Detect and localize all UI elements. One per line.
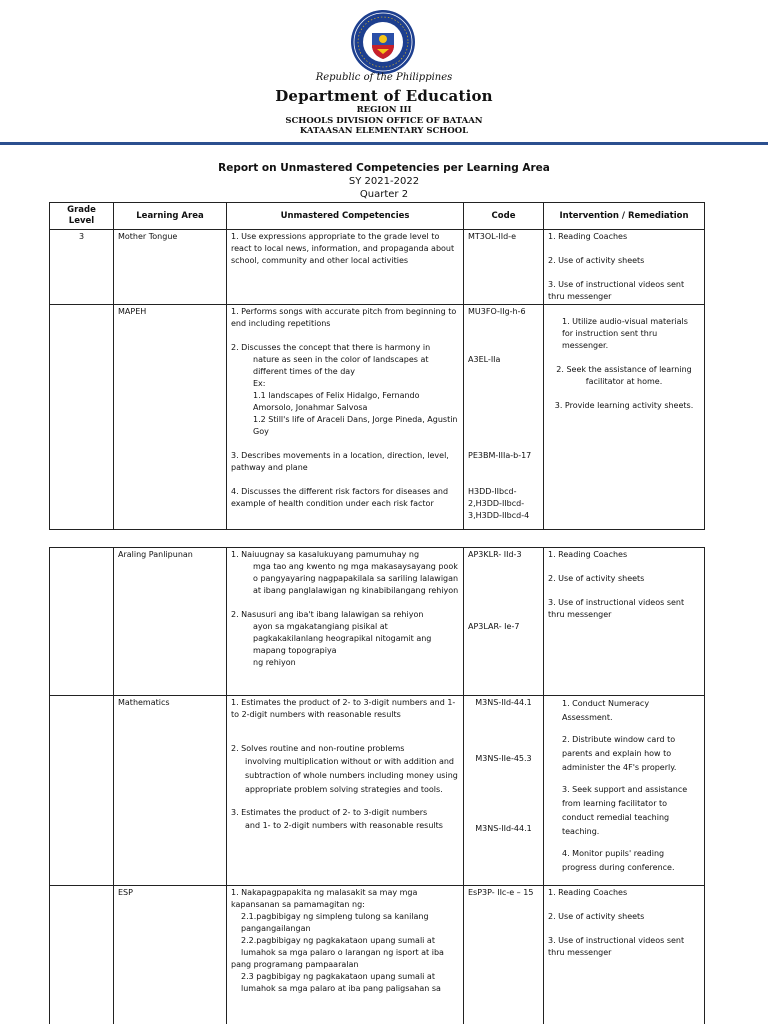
quarter: Quarter 2 [359, 189, 409, 200]
intervention-item: 3. Use of instructional videos sent thru messenger [548, 280, 685, 301]
republic-line: Republic of the Philippines [315, 72, 453, 83]
table-row [50, 305, 705, 530]
competency-item: 2. Nasusuri ang iba't ibang lalawigan sa rehiyon ayon sa mgakatangiang pisikal at pagkakakilanlang heograpikal nitogamit ang mapang topograpiya ng rehiyon [231, 610, 432, 667]
header-divider [0, 142, 768, 145]
deped-seal-icon [350, 9, 416, 75]
competency-item: 1. Nakapagpapakita ng malasakit sa may mga kapansanan sa pamamagitan ng: [231, 888, 418, 909]
learning-area-cell: MAPEH [114, 305, 227, 530]
competency-item: 1. Performs songs with accurate pitch from beginning to end including repetitions [231, 307, 457, 328]
learning-area-cell: Araling Panlipunan [114, 548, 227, 696]
code-cell: AP3KLR- IId-3 AP3LAR- Ie-7 [464, 548, 544, 696]
grade-cell [50, 696, 114, 886]
competency-item: 3. Describes movements in a location, direction, level, pathway and plane [231, 451, 449, 472]
table-row [50, 230, 705, 305]
intervention-item: 3. Provide learning activity sheets. [554, 401, 694, 410]
competency-item: 2.3 pagbibigay ng pagkakataon upang sumali at lumahok sa mga palaro at iba pang paligsahan sa [241, 972, 441, 993]
header-competencies: Unmastered Competencies [227, 203, 464, 230]
competency-cell: 1. Use expressions appropriate to the grade level to react to local news, information, and propaganda about school, community and other local activities [227, 230, 464, 305]
table-row [50, 886, 705, 1024]
competency-cell [227, 886, 464, 1024]
competency-item: 2. Discusses the concept that there is harmony in nature as seen in the color of landscapes at different times of the day Ex: 1.1 landscapes of Felix Hidalgo, Fernando Amorsolo, Jonahmar Salvosa 1.2 Still's life of Araceli Dans, Jorge Pineda, Agustin Goy [231, 343, 458, 436]
code-cell: M3NS-IId-44.1 M3NS-IIe-45.3 M3NS-IId-44.1 [464, 696, 544, 886]
intervention-item: 4. Monitor pupils' reading progress during conference. [562, 849, 675, 872]
intervention-item: 3. Use of instructional videos sent thru messenger [548, 936, 685, 957]
intervention-item: 1. Reading Coaches [548, 888, 628, 897]
intervention-item: 2. Use of activity sheets [548, 912, 645, 921]
header-grade-level: Grade Level [50, 203, 114, 230]
code-cell: EsP3P- IIc-e – 15 [464, 886, 544, 1024]
competency-item: 4. Discusses the different risk factors for diseases and example of health condition under each risk factor [231, 487, 449, 508]
table-header-row [50, 203, 705, 230]
competency-item: 1. Estimates the product of 2- to 3-digit numbers and 1- to 2-digit numbers with reasonable results [231, 698, 456, 719]
intervention-item: 1. Reading Coaches [548, 232, 628, 241]
competency-item: 1. Naiuugnay sa kasalukuyang pamumuhay ng mga tao ang kwento ng mga makasaysayang pook o pangyayaring nagpapakilala sa sariling lalawigan at ibang panglalawigan ng kinabibilangang rehiyon [231, 550, 459, 595]
competency-cell [227, 305, 464, 530]
grade-cell: 3 [50, 230, 114, 305]
table-row [50, 696, 705, 886]
grade-cell [50, 886, 114, 1024]
competency-item: 2. Solves routine and non-routine problems involving multiplication without or with addition and subtraction of whole numbers including money using appropriate problem solving strategies and tools. [231, 744, 458, 794]
intervention-item: 3. Seek support and assistance from learning facilitator to conduct remedial teaching teaching. [562, 785, 688, 836]
competency-table-2 [49, 547, 705, 1024]
intervention-item: 2. Use of activity sheets [548, 256, 645, 265]
department-name: Department of Education [275, 87, 493, 105]
learning-area-cell: ESP [114, 886, 227, 1024]
competency-item: 3. Estimates the product of 2- to 3-digit numbers and 1- to 2-digit numbers with reasonable results [231, 808, 443, 830]
intervention-item: 1. Utilize audio-visual materials for instruction sent thru messenger. [562, 317, 688, 350]
intervention-item: 2. Seek the assistance of learning facilitator at home. [556, 365, 692, 386]
division-line: SCHOOLS DIVISION OFFICE OF BATAAN [285, 116, 483, 126]
competency-item: pang programang pampaaralan [231, 960, 359, 969]
competency-cell [227, 548, 464, 696]
learning-area-cell: Mathematics [114, 696, 227, 886]
grade-cell [50, 548, 114, 696]
intervention-item: 1. Reading Coaches [548, 550, 628, 559]
intervention-cell [544, 230, 705, 305]
school-year: SY 2021-2022 [348, 176, 420, 187]
competency-item: 2.1.pagbibigay ng simpleng tulong sa kanilang pangangailangan [241, 912, 429, 933]
region-line: REGION III [356, 105, 412, 115]
code-cell: MT3OL-IId-e [464, 230, 544, 305]
code-cell: MU3FO-IIg-h-6 A3EL-IIa PE3BM-IIIa-b-17 H3DD-IIbcd-2,H3DD-IIbcd-3,H3DD-IIbcd-4 [464, 305, 544, 530]
grade-cell [50, 305, 114, 530]
header-code: Code [464, 203, 544, 230]
intervention-cell [544, 305, 705, 530]
header-intervention: Intervention / Remediation [544, 203, 705, 230]
competency-cell [227, 696, 464, 886]
intervention-item: 3. Use of instructional videos sent thru messenger [548, 598, 685, 619]
competency-item: 2.2.pagbibigay ng pagkakataon upang sumali at lumahok sa mga palaro o larangan ng isport at iba [241, 936, 444, 957]
competency-table-1 [49, 202, 705, 530]
learning-area-cell: Mother Tongue [114, 230, 227, 305]
intervention-cell [544, 886, 705, 1024]
intervention-cell [544, 696, 705, 886]
header-learning-area: Learning Area [114, 203, 227, 230]
report-title: Report on Unmastered Competencies per Learning Area [218, 162, 550, 174]
intervention-item: 2. Use of activity sheets [548, 574, 645, 583]
intervention-item: 2. Distribute window card to parents and explain how to administer the 4F's properly. [562, 735, 677, 772]
intervention-item: 1. Conduct Numeracy Assessment. [562, 699, 650, 722]
intervention-cell [544, 548, 705, 696]
table-row [50, 548, 705, 696]
school-line: KATAASAN ELEMENTARY SCHOOL [299, 126, 469, 136]
